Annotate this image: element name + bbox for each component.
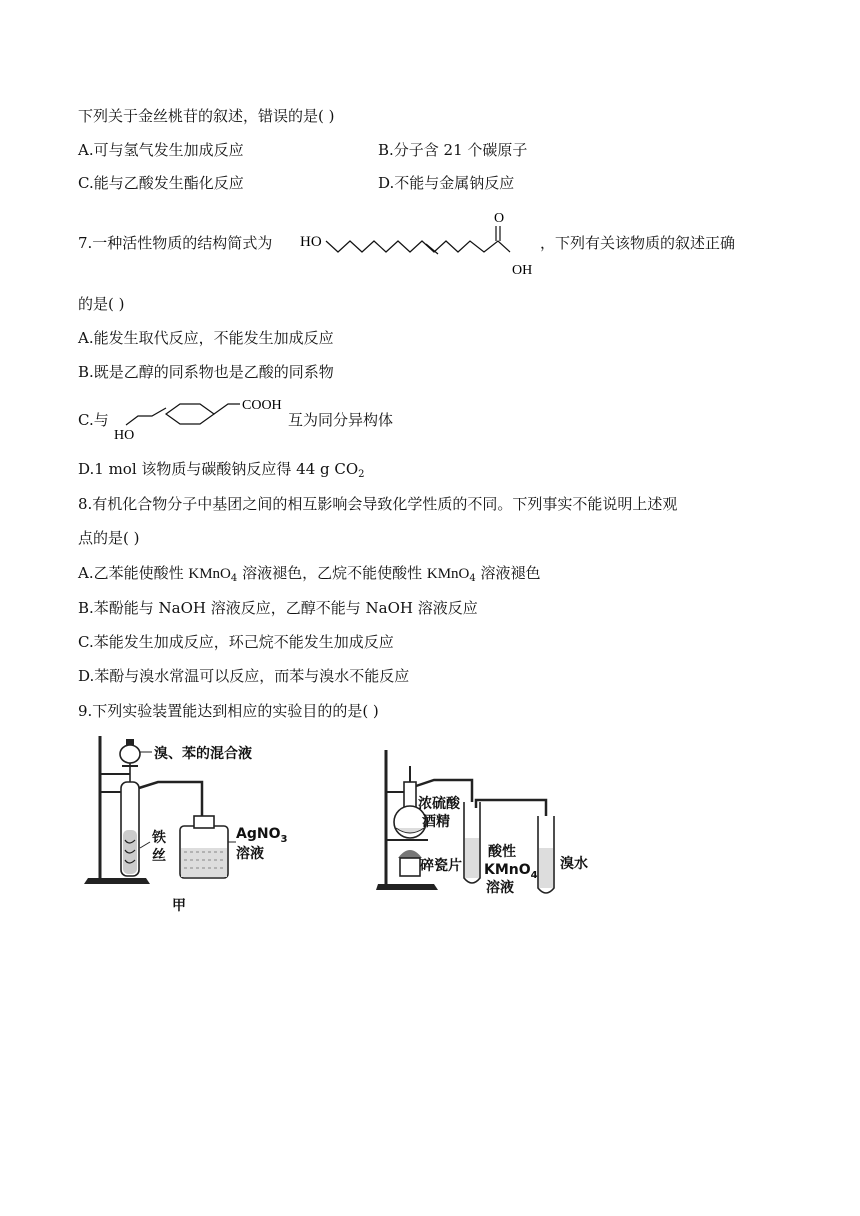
apparatus-figure-jia [84,730,304,916]
q8-a-text1: A.乙苯能使酸性 [78,564,184,582]
q6-option-d: D.不能与金属钠反应 [378,174,515,192]
q6-stem: 下列关于金丝桃苷的叙述，错误的是( ) [78,107,335,125]
fig2-kmno4-text: KMnO [484,862,531,878]
q8-option-c: C.苯能发生加成反应，环己烷不能发生加成反应 [78,633,394,651]
q7-option-b: B.既是乙醇的同系物也是乙酸的同系物 [78,363,334,381]
q7-double-bond [426,244,438,254]
q6-option-a: A.可与氢气发生加成反应 [78,141,244,159]
jia-label-agno3 [236,826,287,845]
q7c-ho: HO [114,428,135,443]
fig2-label-alcohol: 酒精 [422,814,450,830]
q7-chain-bonds [326,241,510,252]
fig2-kmno4-sub: 4 [530,870,538,881]
q7-structure-o: O [494,211,505,226]
q8-option-b: B.苯酚能与 NaOH 溶液反应，乙醇不能与 NaOH 溶液反应 [78,599,478,617]
q7-structure-ho: HO [300,234,322,250]
q6-option-c: C.能与乙酸发生酯化反应 [78,174,244,192]
jia-label-iron-1: 铁 [152,830,166,846]
jia-label-iron-2: 丝 [152,848,166,864]
q8-a-sub-2: 4 [469,573,476,584]
jia-caption: 甲 [172,898,186,914]
q9-stem: 9.下列实验装置能达到相应的实验目的的是( ) [78,702,379,720]
q6-option-b: B.分子含 21 个碳原子 [378,141,528,159]
q8-a-sub-1: 4 [230,573,238,584]
q7c-cooh: COOH [242,398,282,413]
jia-agno3-sub: 3 [280,834,288,845]
q7-option-a: A.能发生取代反应，不能发生加成反应 [78,329,334,347]
fig2-label-solution: 溶液 [486,880,514,896]
q7-structure-oh: OH [512,263,533,278]
q8-a-text2: 溶液褪色，乙烷不能使酸性 [242,564,423,582]
q7-option-c-structure [108,392,292,444]
q7c-left-bonds [126,408,166,425]
q8-stem-line1: 8.有机化合物分子中基团之间的相互影响会导致化学性质的不同。下列事实不能说明上述观 [78,495,678,513]
q8-option-a [78,563,541,589]
fig2-label-acid: 浓硫酸 [418,796,460,812]
fig2-label-kmno4 [484,862,538,881]
fig2-label-bromine-water: 溴水 [560,856,588,872]
q8-stem-line2: 点的是( ) [78,529,140,547]
q8-a-kmno4-2: KMnO [426,566,470,582]
q8-a-text3: 溶液褪色 [480,564,541,582]
q7-stem-part3: 的是( ) [78,295,125,313]
fig2-label-acidic: 酸性 [488,844,516,860]
q8-a-kmno4-1: KMnO [188,566,231,582]
jia-label-mixture: 溴、苯的混合液 [154,746,252,762]
q7-option-c-part1: C.与 [78,411,109,429]
q7-option-d-sub: 2 [358,469,365,480]
q7-stem-part1: 7.一种活性物质的结构简式为 [78,234,273,252]
fig2-label-chips: 碎瓷片 [420,858,462,874]
q7-stem-part2: ，下列有关该物质的叙述正确 [540,234,736,252]
q7c-ring [166,404,214,424]
q8-option-d: D.苯酚与溴水常温可以反应，而苯与溴水不能反应 [78,667,410,685]
q7-option-c-part2: 互为同分异构体 [288,411,394,429]
jia-label-solution: 溶液 [236,846,264,862]
q7-structure-formula [298,206,546,280]
apparatus-figure-2 [376,746,606,912]
q7-option-d-text: D.1 mol 该物质与碳酸钠反应得 44 g CO [78,460,359,478]
q7-option-d [78,459,365,485]
jia-agno3-text: AgNO [236,826,281,842]
q7c-right-bonds [214,404,240,414]
